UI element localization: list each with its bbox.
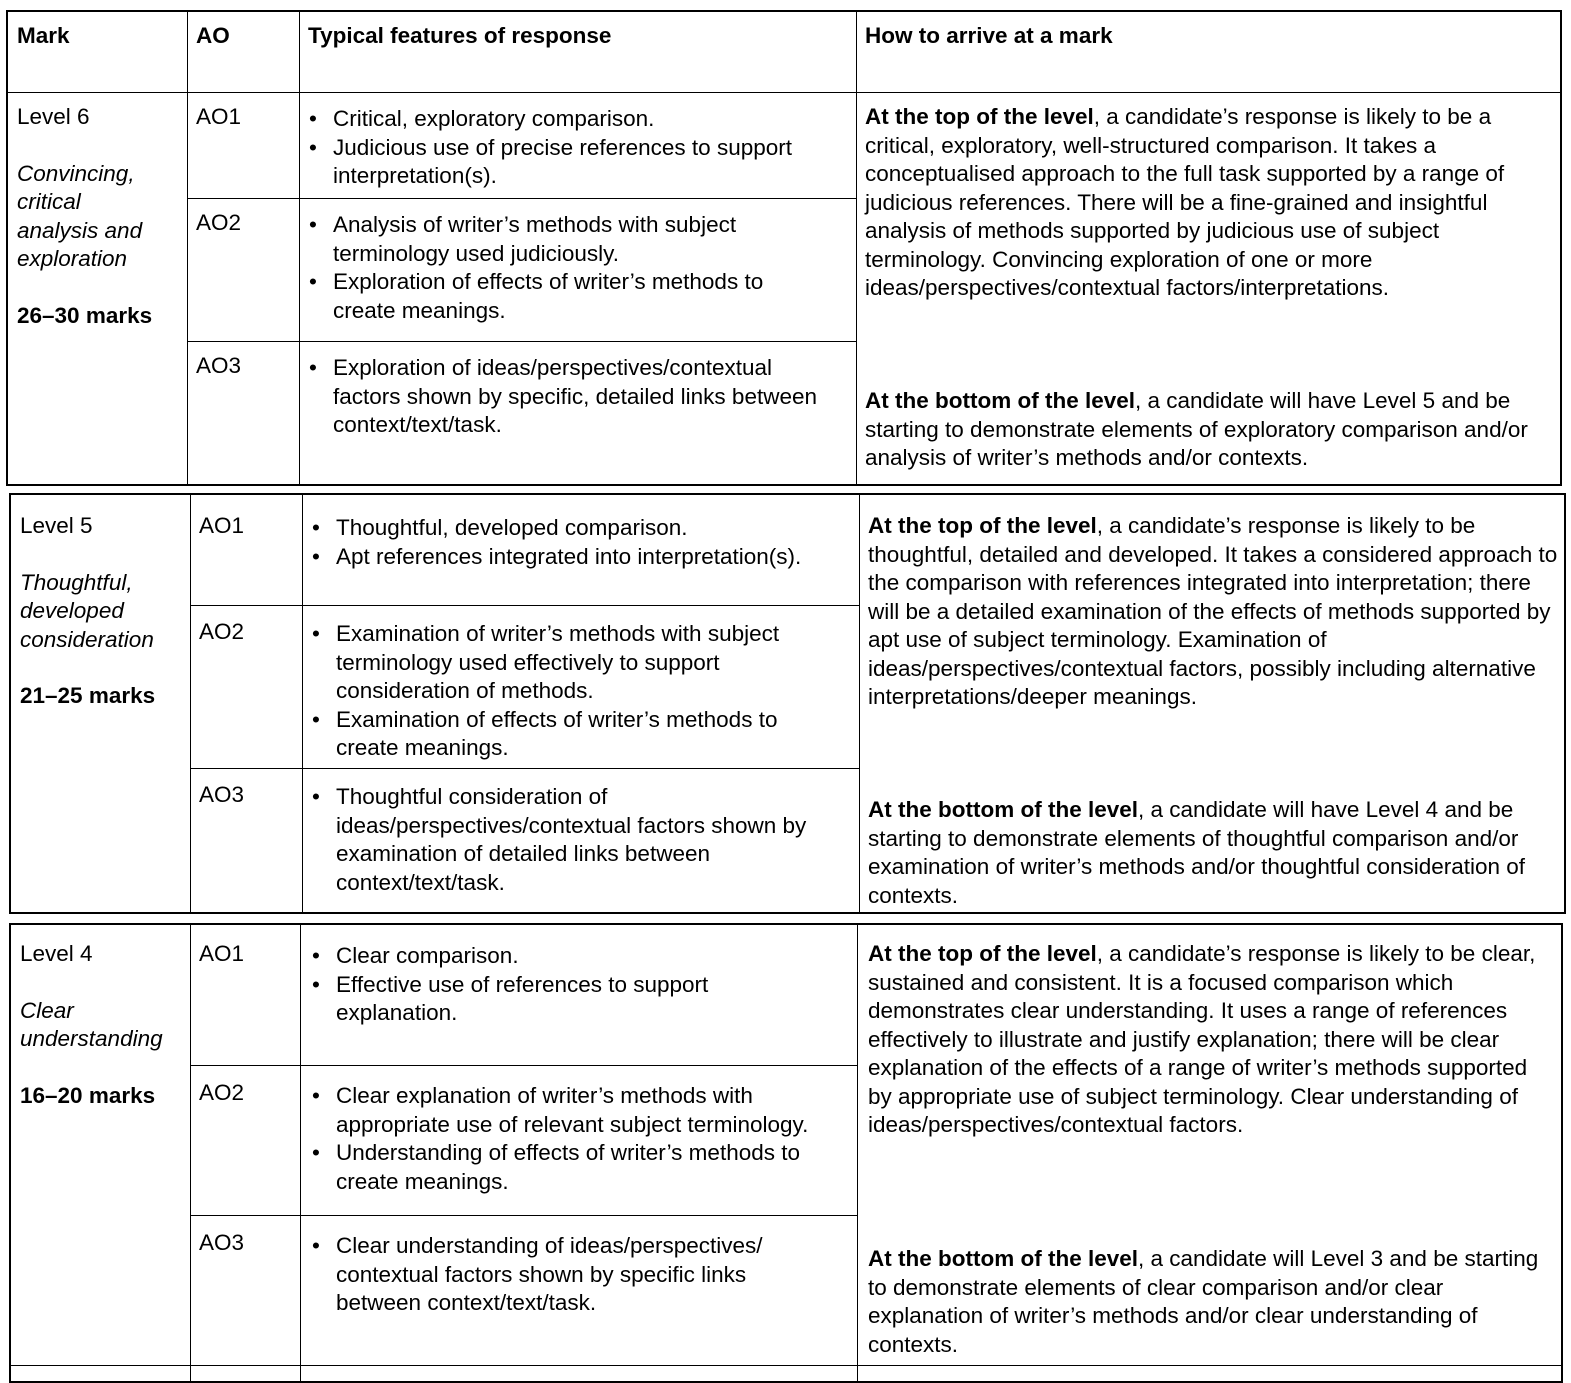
feature-bullet: • Clear explanation of writer’s methods with appropriate use of relevant subject terminology. [336, 1082, 849, 1139]
level-marks: 16–20 marks [20, 1082, 156, 1108]
feature-bullet: • Thoughtful, developed comparison. [336, 514, 849, 543]
top-of-level-text: At the top of the level, a candidate’s response is likely to be clear, sustained and consistent. It is a focused comparison which demonstrates clear understanding. It uses a range of references effectively to illustrate and justify explanation; there will be clear explanation of the effects of a range of writer’s methods supported by appropriate use of subject terminology. Clear understanding of ideas/perspectives/contextual factors. [868, 941, 1536, 1137]
level-marks: 26–30 marks [17, 302, 153, 328]
level-mark-cell [20, 940, 185, 1110]
bottom-of-level-text: At the bottom of the level, a candidate will Level 3 and be starting to demonstrate elements of clear comparison and/or clear explanation of writer’s methods and/or clear understanding of contexts. [868, 1246, 1539, 1357]
feature-bullet: • Judicious use of precise references to support interpretation(s). [333, 134, 836, 191]
feature-bullet: • Exploration of ideas/perspectives/contextual factors shown by specific, detailed links between context/text/task. [333, 354, 821, 440]
ao3-features [304, 783, 844, 897]
feature-bullet: • Critical, exploratory comparison. [333, 105, 836, 134]
ao2-label: AO2 [196, 210, 242, 235]
feature-bullet: • Clear comparison. [336, 942, 739, 971]
level-mark-cell [17, 103, 182, 330]
bottom-of-level-text: At the bottom of the level, a candidate will have Level 4 and be starting to demonstrate elements of thoughtful comparison and/or examination of writer’s methods and/or thoughtful consideration of contexts. [868, 797, 1526, 908]
ao1-features [304, 942, 739, 1028]
ao3-label: AO3 [199, 1230, 245, 1255]
top-of-level-lead: At the top of the level [868, 941, 1097, 966]
ao3-label: AO3 [196, 353, 242, 378]
level-title: Level 4 [20, 941, 93, 966]
level-mark-cell [20, 512, 185, 711]
feature-bullet: • Examination of effects of writer’s methods to create meanings. [336, 706, 819, 763]
bottom-of-level-lead: At the bottom of the level [868, 1246, 1138, 1271]
header-typical-features: Typical features of response [308, 23, 612, 48]
ao2-features [301, 211, 811, 325]
ao2-label: AO2 [199, 1080, 245, 1105]
header-mark: Mark [17, 23, 70, 48]
top-of-level-text: At the top of the level, a candidate’s response is likely to be thoughtful, detailed and developed. It takes a considered approach to the comparison with references integrated into interpretation; there will be a detailed examination of the effects of methods supported by apt use of subject terminology. Examination of ideas/perspectives/contextual factors, possibly including alternative interpretations/deeper meanings. [868, 513, 1558, 709]
bottom-of-level-text: At the bottom of the level, a candidate will have Level 5 and be starting to demonstrate elements of exploratory comparison and/or analysis of writer’s methods and/or contexts. [865, 388, 1528, 470]
feature-bullet: • Thoughtful consideration of ideas/perspectives/contextual factors shown by examination of detailed links between context/text/task. [336, 783, 844, 897]
ao2-features [304, 620, 819, 763]
feature-bullet: • Exploration of effects of writer’s methods to create meanings. [333, 268, 811, 325]
ao2-features [304, 1082, 849, 1196]
ao3-features [301, 354, 821, 440]
feature-bullet: • Examination of writer’s methods with subject terminology used effectively to support consideration of methods. [336, 620, 819, 706]
top-of-level-lead: At the top of the level [868, 513, 1097, 538]
rubric-table-level-6 [6, 10, 1562, 486]
ao3-features [304, 1232, 804, 1318]
top-of-level-lead: At the top of the level [865, 104, 1094, 129]
feature-bullet: • Analysis of writer’s methods with subject terminology used judiciously. [333, 211, 811, 268]
ao1-features [304, 514, 849, 571]
ao1-label: AO1 [199, 513, 245, 538]
ao2-label: AO2 [199, 619, 245, 644]
ao1-label: AO1 [196, 104, 242, 129]
feature-bullet: • Understanding of effects of writer’s methods to create meanings. [336, 1139, 849, 1196]
level-descriptor: Clear understanding [20, 997, 163, 1051]
ao1-features [301, 105, 836, 191]
top-of-level-text: At the top of the level, a candidate’s response is likely to be a critical, exploratory, well-structured comparison. It takes a conceptualised approach to the full task supported by a range of judicious references. There will be a fine-grained and insightful analysis of methods supported by judicious use of subject terminology. Convincing exploration of one or more ideas/perspectives/contextual factors/interpretations. [865, 104, 1505, 300]
level-title: Level 6 [17, 104, 90, 129]
level-title: Level 5 [20, 513, 93, 538]
level-marks: 21–25 marks [20, 683, 156, 708]
ao1-label: AO1 [199, 941, 245, 966]
header-ao: AO [196, 23, 230, 48]
header-how-to-arrive: How to arrive at a mark [865, 23, 1113, 48]
level-descriptor: Convincing, critical analysis and exploration [17, 160, 143, 271]
bottom-of-level-lead: At the bottom of the level [865, 388, 1135, 413]
ao3-label: AO3 [199, 782, 245, 807]
bottom-of-level-lead: At the bottom of the level [868, 797, 1138, 822]
rubric-table-level-4 [9, 923, 1563, 1383]
rubric-table-level-5 [9, 493, 1566, 914]
level-descriptor: Thoughtful, developed consideration [20, 569, 154, 652]
feature-bullet: • Effective use of references to support explanation. [336, 971, 739, 1028]
feature-bullet: • Apt references integrated into interpretation(s). [336, 543, 849, 572]
feature-bullet: • Clear understanding of ideas/perspectives/ contextual factors shown by specific links between context/text/task. [336, 1232, 804, 1318]
